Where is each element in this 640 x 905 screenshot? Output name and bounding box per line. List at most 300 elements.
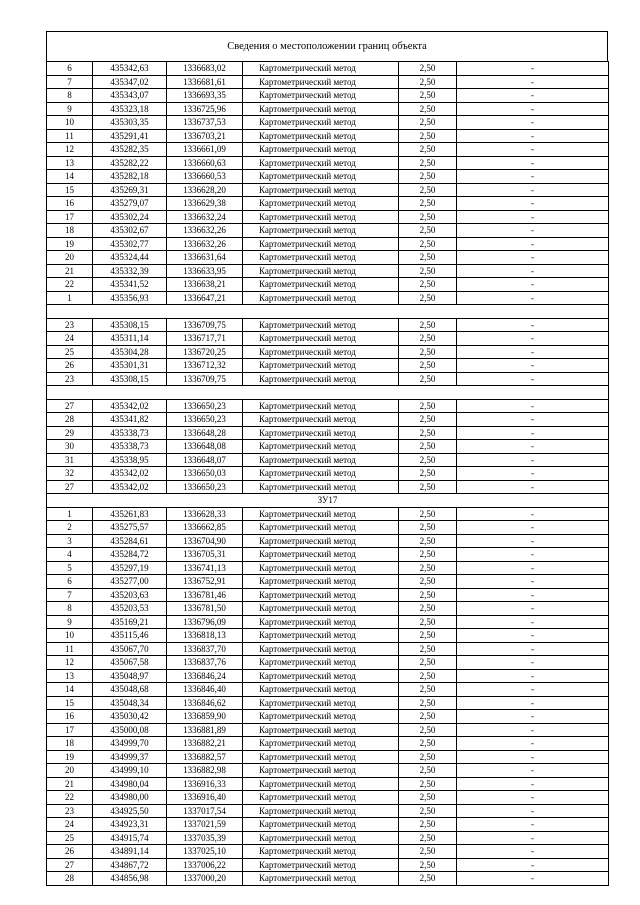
- coord-x: 434999,37: [93, 750, 167, 764]
- accuracy-cell: 2,50: [399, 521, 457, 535]
- method-cell: Картометрический метод: [243, 642, 399, 656]
- coordinates-table: [46, 61, 609, 886]
- description-cell: -: [457, 197, 609, 211]
- section-label: ЗУ17: [47, 494, 609, 508]
- table-row: [47, 669, 609, 683]
- coord-y: 1336683,02: [167, 62, 243, 76]
- description-cell: -: [457, 561, 609, 575]
- description-cell: -: [457, 143, 609, 157]
- table-row: [47, 440, 609, 454]
- accuracy-cell: 2,50: [399, 440, 457, 454]
- document-page: [46, 31, 608, 886]
- coord-y: 1336796,09: [167, 615, 243, 629]
- accuracy-cell: 2,50: [399, 345, 457, 359]
- accuracy-cell: 2,50: [399, 737, 457, 751]
- point-number: 25: [47, 831, 93, 845]
- description-cell: -: [457, 615, 609, 629]
- table-row: [47, 413, 609, 427]
- point-number: 16: [47, 710, 93, 724]
- table-row: [47, 710, 609, 724]
- point-number: 15: [47, 183, 93, 197]
- point-number: 22: [47, 791, 93, 805]
- point-number: 29: [47, 426, 93, 440]
- coord-x: 435048,68: [93, 683, 167, 697]
- method-cell: Картометрический метод: [243, 264, 399, 278]
- table-row: [47, 831, 609, 845]
- table-row: [47, 237, 609, 251]
- method-cell: Картометрический метод: [243, 332, 399, 346]
- table-row: [47, 548, 609, 562]
- method-cell: Картометрический метод: [243, 629, 399, 643]
- method-cell: Картометрический метод: [243, 399, 399, 413]
- coord-x: 435284,61: [93, 534, 167, 548]
- description-cell: -: [457, 129, 609, 143]
- coord-y: 1336882,57: [167, 750, 243, 764]
- point-number: 3: [47, 534, 93, 548]
- coord-x: 435324,44: [93, 251, 167, 265]
- description-cell: -: [457, 116, 609, 130]
- coord-y: 1336705,31: [167, 548, 243, 562]
- table-row: [47, 399, 609, 413]
- coord-y: 1336632,26: [167, 237, 243, 251]
- table-row: [47, 183, 609, 197]
- description-cell: -: [457, 251, 609, 265]
- point-number: 1: [47, 291, 93, 305]
- accuracy-cell: 2,50: [399, 669, 457, 683]
- coord-x: 434915,74: [93, 831, 167, 845]
- coord-x: 435297,19: [93, 561, 167, 575]
- coord-x: 435048,97: [93, 669, 167, 683]
- method-cell: Картометрический метод: [243, 480, 399, 494]
- point-number: 7: [47, 75, 93, 89]
- description-cell: -: [457, 818, 609, 832]
- coord-x: 435338,73: [93, 440, 167, 454]
- coord-y: 1336781,50: [167, 602, 243, 616]
- point-number: 7: [47, 588, 93, 602]
- description-cell: -: [457, 831, 609, 845]
- point-number: 19: [47, 237, 93, 251]
- table-row: [47, 561, 609, 575]
- description-cell: -: [457, 507, 609, 521]
- coord-y: 1336846,62: [167, 696, 243, 710]
- table-row: [47, 62, 609, 76]
- table-row: [47, 696, 609, 710]
- description-cell: -: [457, 602, 609, 616]
- method-cell: Картометрический метод: [243, 521, 399, 535]
- accuracy-cell: 2,50: [399, 777, 457, 791]
- method-cell: Картометрический метод: [243, 372, 399, 386]
- coord-y: 1336660,63: [167, 156, 243, 170]
- method-cell: Картометрический метод: [243, 143, 399, 157]
- accuracy-cell: 2,50: [399, 548, 457, 562]
- description-cell: -: [457, 224, 609, 238]
- point-number: 11: [47, 642, 93, 656]
- coord-y: 1336859,90: [167, 710, 243, 724]
- method-cell: Картометрический метод: [243, 777, 399, 791]
- description-cell: -: [457, 156, 609, 170]
- table-row: [47, 129, 609, 143]
- table-row: [47, 224, 609, 238]
- coord-x: 435303,35: [93, 116, 167, 130]
- coord-y: 1336741,13: [167, 561, 243, 575]
- table-row: [47, 345, 609, 359]
- coord-x: 434980,00: [93, 791, 167, 805]
- point-number: 24: [47, 818, 93, 832]
- method-cell: Картометрический метод: [243, 548, 399, 562]
- accuracy-cell: 2,50: [399, 251, 457, 265]
- point-number: 11: [47, 129, 93, 143]
- coord-x: 434923,31: [93, 818, 167, 832]
- description-cell: -: [457, 62, 609, 76]
- coord-x: 435302,67: [93, 224, 167, 238]
- accuracy-cell: 2,50: [399, 561, 457, 575]
- table-row: [47, 102, 609, 116]
- coord-x: 435304,28: [93, 345, 167, 359]
- blank-row: [47, 305, 609, 319]
- description-cell: -: [457, 345, 609, 359]
- coord-x: 435282,22: [93, 156, 167, 170]
- coord-x: 435332,39: [93, 264, 167, 278]
- coord-x: 434856,98: [93, 872, 167, 886]
- coord-x: 435284,72: [93, 548, 167, 562]
- accuracy-cell: 2,50: [399, 858, 457, 872]
- coord-x: 435342,02: [93, 467, 167, 481]
- coord-x: 435347,02: [93, 75, 167, 89]
- accuracy-cell: 2,50: [399, 278, 457, 292]
- description-cell: -: [457, 750, 609, 764]
- point-number: 19: [47, 750, 93, 764]
- coord-x: 435343,07: [93, 89, 167, 103]
- coord-x: 434999,10: [93, 764, 167, 778]
- coord-x: 435342,63: [93, 62, 167, 76]
- table-row: [47, 480, 609, 494]
- point-number: 26: [47, 359, 93, 373]
- coord-y: 1336631,64: [167, 251, 243, 265]
- coord-y: 1336916,33: [167, 777, 243, 791]
- coord-y: 1336720,25: [167, 345, 243, 359]
- table-row: [47, 521, 609, 535]
- method-cell: Картометрический метод: [243, 818, 399, 832]
- coord-x: 435308,15: [93, 318, 167, 332]
- description-cell: -: [457, 372, 609, 386]
- coord-y: 1336709,75: [167, 372, 243, 386]
- method-cell: Картометрический метод: [243, 872, 399, 886]
- coord-x: 435269,31: [93, 183, 167, 197]
- point-number: 26: [47, 845, 93, 859]
- coord-y: 1336709,75: [167, 318, 243, 332]
- coord-x: 435302,77: [93, 237, 167, 251]
- accuracy-cell: 2,50: [399, 507, 457, 521]
- table-row: [47, 750, 609, 764]
- accuracy-cell: 2,50: [399, 291, 457, 305]
- accuracy-cell: 2,50: [399, 831, 457, 845]
- description-cell: -: [457, 642, 609, 656]
- coord-x: 434891,14: [93, 845, 167, 859]
- accuracy-cell: 2,50: [399, 588, 457, 602]
- table-row: [47, 143, 609, 157]
- point-number: 10: [47, 116, 93, 130]
- method-cell: Картометрический метод: [243, 426, 399, 440]
- accuracy-cell: 2,50: [399, 656, 457, 670]
- method-cell: Картометрический метод: [243, 170, 399, 184]
- point-number: 30: [47, 440, 93, 454]
- table-row: [47, 872, 609, 886]
- coord-x: 435261,83: [93, 507, 167, 521]
- point-number: 17: [47, 210, 93, 224]
- method-cell: Картометрический метод: [243, 737, 399, 751]
- method-cell: Картометрический метод: [243, 156, 399, 170]
- point-number: 15: [47, 696, 93, 710]
- coord-y: 1336704,90: [167, 534, 243, 548]
- method-cell: Картометрический метод: [243, 669, 399, 683]
- accuracy-cell: 2,50: [399, 480, 457, 494]
- method-cell: Картометрический метод: [243, 413, 399, 427]
- accuracy-cell: 2,50: [399, 129, 457, 143]
- table-row: [47, 534, 609, 548]
- coord-y: 1336703,21: [167, 129, 243, 143]
- accuracy-cell: 2,50: [399, 615, 457, 629]
- accuracy-cell: 2,50: [399, 116, 457, 130]
- table-row: [47, 575, 609, 589]
- description-cell: -: [457, 656, 609, 670]
- coord-y: 1336916,40: [167, 791, 243, 805]
- description-cell: -: [457, 359, 609, 373]
- method-cell: Картометрический метод: [243, 575, 399, 589]
- table-row: [47, 818, 609, 832]
- point-number: 6: [47, 575, 93, 589]
- table-row: [47, 588, 609, 602]
- coord-y: 1337017,54: [167, 804, 243, 818]
- accuracy-cell: 2,50: [399, 224, 457, 238]
- description-cell: -: [457, 426, 609, 440]
- coord-y: 1336717,71: [167, 332, 243, 346]
- coord-y: 1336633,95: [167, 264, 243, 278]
- coord-y: 1336681,61: [167, 75, 243, 89]
- method-cell: Картометрический метод: [243, 588, 399, 602]
- method-cell: Картометрический метод: [243, 62, 399, 76]
- coord-y: 1336881,89: [167, 723, 243, 737]
- point-number: 8: [47, 89, 93, 103]
- point-number: 1: [47, 507, 93, 521]
- table-row: [47, 291, 609, 305]
- method-cell: Картометрический метод: [243, 102, 399, 116]
- description-cell: -: [457, 467, 609, 481]
- description-cell: -: [457, 845, 609, 859]
- coord-x: 435342,02: [93, 399, 167, 413]
- coord-x: 435277,00: [93, 575, 167, 589]
- coord-x: 435030,42: [93, 710, 167, 724]
- method-cell: Картометрический метод: [243, 89, 399, 103]
- method-cell: Картометрический метод: [243, 210, 399, 224]
- table-row: [47, 170, 609, 184]
- accuracy-cell: 2,50: [399, 872, 457, 886]
- coord-y: 1336650,23: [167, 399, 243, 413]
- table-row: [47, 615, 609, 629]
- description-cell: -: [457, 575, 609, 589]
- point-number: 21: [47, 777, 93, 791]
- coord-y: 1336660,53: [167, 170, 243, 184]
- table-row: [47, 359, 609, 373]
- method-cell: Картометрический метод: [243, 696, 399, 710]
- coord-y: 1336661,09: [167, 143, 243, 157]
- coordinates-table-body: [47, 62, 609, 886]
- description-cell: -: [457, 170, 609, 184]
- method-cell: Картометрический метод: [243, 791, 399, 805]
- method-cell: Картометрический метод: [243, 129, 399, 143]
- coord-y: 1336737,53: [167, 116, 243, 130]
- accuracy-cell: 2,50: [399, 197, 457, 211]
- accuracy-cell: 2,50: [399, 791, 457, 805]
- method-cell: Картометрический метод: [243, 602, 399, 616]
- coord-x: 434925,50: [93, 804, 167, 818]
- description-cell: -: [457, 413, 609, 427]
- coord-y: 1336837,70: [167, 642, 243, 656]
- table-row: [47, 453, 609, 467]
- coord-y: 1336846,40: [167, 683, 243, 697]
- table-row: [47, 318, 609, 332]
- coord-y: 1336882,98: [167, 764, 243, 778]
- coord-x: 435302,24: [93, 210, 167, 224]
- coord-y: 1336650,23: [167, 413, 243, 427]
- accuracy-cell: 2,50: [399, 683, 457, 697]
- accuracy-cell: 2,50: [399, 764, 457, 778]
- coord-y: 1337035,39: [167, 831, 243, 845]
- point-number: 2: [47, 521, 93, 535]
- description-cell: -: [457, 453, 609, 467]
- description-cell: -: [457, 791, 609, 805]
- coord-x: 435342,02: [93, 480, 167, 494]
- coord-y: 1336818,13: [167, 629, 243, 643]
- table-row: [47, 764, 609, 778]
- accuracy-cell: 2,50: [399, 210, 457, 224]
- coord-y: 1337000,20: [167, 872, 243, 886]
- coord-x: 435311,14: [93, 332, 167, 346]
- table-row: [47, 737, 609, 751]
- table-row: [47, 116, 609, 130]
- method-cell: Картометрический метод: [243, 845, 399, 859]
- accuracy-cell: 2,50: [399, 62, 457, 76]
- point-number: 20: [47, 251, 93, 265]
- method-cell: Картометрический метод: [243, 534, 399, 548]
- method-cell: Картометрический метод: [243, 237, 399, 251]
- point-number: 17: [47, 723, 93, 737]
- accuracy-cell: 2,50: [399, 642, 457, 656]
- accuracy-cell: 2,50: [399, 237, 457, 251]
- method-cell: Картометрический метод: [243, 467, 399, 481]
- method-cell: Картометрический метод: [243, 723, 399, 737]
- coord-x: 434980,04: [93, 777, 167, 791]
- point-number: 6: [47, 62, 93, 76]
- accuracy-cell: 2,50: [399, 710, 457, 724]
- coord-y: 1336648,08: [167, 440, 243, 454]
- point-number: 14: [47, 683, 93, 697]
- method-cell: Картометрический метод: [243, 683, 399, 697]
- table-row: [47, 372, 609, 386]
- point-number: 18: [47, 224, 93, 238]
- table-row: [47, 642, 609, 656]
- point-number: 9: [47, 102, 93, 116]
- table-row: [47, 723, 609, 737]
- method-cell: Картометрический метод: [243, 804, 399, 818]
- description-cell: -: [457, 723, 609, 737]
- description-cell: -: [457, 669, 609, 683]
- description-cell: -: [457, 237, 609, 251]
- accuracy-cell: 2,50: [399, 170, 457, 184]
- point-number: 25: [47, 345, 93, 359]
- method-cell: Картометрический метод: [243, 440, 399, 454]
- accuracy-cell: 2,50: [399, 534, 457, 548]
- method-cell: Картометрический метод: [243, 453, 399, 467]
- blank-row: [47, 386, 609, 400]
- table-row: [47, 89, 609, 103]
- description-cell: -: [457, 102, 609, 116]
- description-cell: -: [457, 548, 609, 562]
- point-number: 20: [47, 764, 93, 778]
- description-cell: -: [457, 399, 609, 413]
- accuracy-cell: 2,50: [399, 372, 457, 386]
- table-title: Сведения о местоположении границ объекта: [46, 31, 608, 61]
- method-cell: Картометрический метод: [243, 183, 399, 197]
- point-number: 13: [47, 669, 93, 683]
- table-row: [47, 210, 609, 224]
- description-cell: -: [457, 264, 609, 278]
- method-cell: Картометрический метод: [243, 278, 399, 292]
- point-number: 8: [47, 602, 93, 616]
- coord-x: 435301,31: [93, 359, 167, 373]
- point-number: 32: [47, 467, 93, 481]
- accuracy-cell: 2,50: [399, 453, 457, 467]
- blank-cell: [47, 386, 609, 400]
- point-number: 28: [47, 872, 93, 886]
- description-cell: -: [457, 588, 609, 602]
- coord-x: 435115,46: [93, 629, 167, 643]
- accuracy-cell: 2,50: [399, 156, 457, 170]
- description-cell: -: [457, 75, 609, 89]
- description-cell: -: [457, 332, 609, 346]
- coord-y: 1337021,59: [167, 818, 243, 832]
- description-cell: -: [457, 210, 609, 224]
- method-cell: Картометрический метод: [243, 197, 399, 211]
- description-cell: -: [457, 804, 609, 818]
- coord-y: 1336837,76: [167, 656, 243, 670]
- coord-x: 434867,72: [93, 858, 167, 872]
- table-row: [47, 507, 609, 521]
- table-row: [47, 278, 609, 292]
- method-cell: Картометрический метод: [243, 615, 399, 629]
- coord-y: 1336693,35: [167, 89, 243, 103]
- accuracy-cell: 2,50: [399, 413, 457, 427]
- point-number: 4: [47, 548, 93, 562]
- table-row: [47, 777, 609, 791]
- description-cell: -: [457, 683, 609, 697]
- table-row: [47, 264, 609, 278]
- accuracy-cell: 2,50: [399, 426, 457, 440]
- description-cell: -: [457, 278, 609, 292]
- coord-y: 1336882,21: [167, 737, 243, 751]
- coord-x: 434999,70: [93, 737, 167, 751]
- method-cell: Картометрический метод: [243, 710, 399, 724]
- point-number: 13: [47, 156, 93, 170]
- method-cell: Картометрический метод: [243, 345, 399, 359]
- coord-x: 435169,21: [93, 615, 167, 629]
- method-cell: Картометрический метод: [243, 251, 399, 265]
- table-row: [47, 656, 609, 670]
- accuracy-cell: 2,50: [399, 723, 457, 737]
- accuracy-cell: 2,50: [399, 102, 457, 116]
- table-row: [47, 251, 609, 265]
- accuracy-cell: 2,50: [399, 399, 457, 413]
- table-row: [47, 629, 609, 643]
